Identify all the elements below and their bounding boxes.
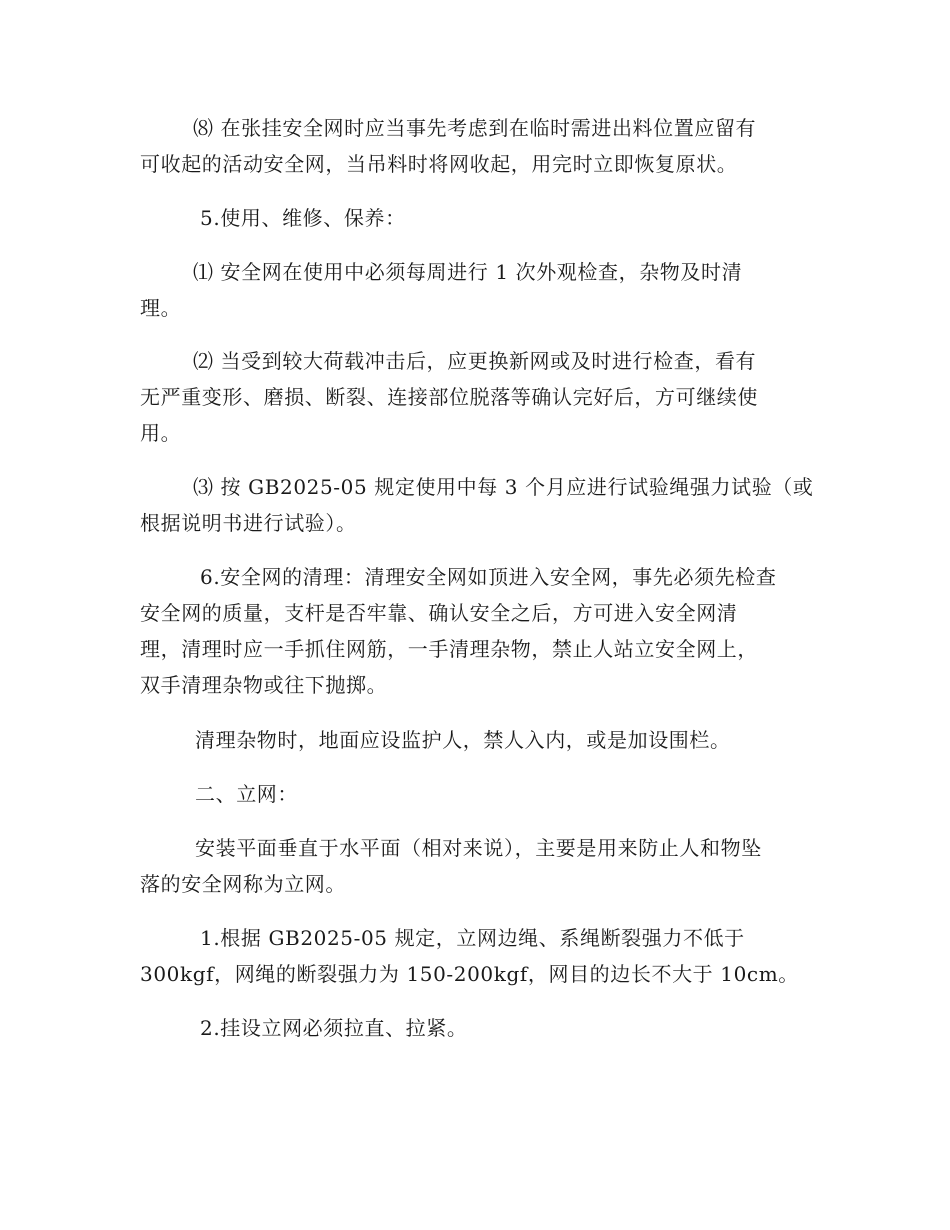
text-line: 双手清理杂物或往下抛掷。 <box>140 673 388 697</box>
text-line: 用。 <box>140 421 182 445</box>
text-line: 理。 <box>140 296 182 320</box>
text-line: 安装平面垂直于水平面（相对来说），主要是用来防止人和物坠 <box>195 836 762 860</box>
text-line: 理，清理时应一手抓住网筋，一手清理杂物，禁止人站立安全网上， <box>140 637 758 661</box>
text-line: ⑴ 安全网在使用中必须每周进行 1 次外观检查，杂物及时清 <box>193 260 743 284</box>
text-line: 落的安全网称为立网。 <box>140 872 346 896</box>
text-line: ⑶ 按 GB2025-05 规定使用中每 3 个月应进行试验绳强力试验（或 <box>193 475 814 499</box>
text-line: 2.挂设立网必须拉直、拉紧。 <box>200 1016 468 1040</box>
section-heading: 二、立网： <box>195 782 298 806</box>
text-line: 清理杂物时，地面应设监护人，禁人入内，或是加设围栏。 <box>195 728 731 752</box>
section-heading: 5.使用、维修、保养： <box>200 206 406 230</box>
text-line: ⑻ 在张挂安全网时应当事先考虑到在临时需进出料位置应留有 <box>193 116 757 140</box>
text-line: 300kgf，网绳的断裂强力为 150-200kgf，网目的边长不大于 10cm。 <box>140 962 799 986</box>
text-line: 根据说明书进行试验）。 <box>140 511 357 535</box>
text-line: 1.根据 GB2025-05 规定，立网边绳、系绳断裂强力不低于 <box>200 926 745 950</box>
text-line: 安全网的质量，支杆是否牢靠、确认安全之后，方可进入安全网清 <box>140 601 738 625</box>
text-line: ⑵ 当受到较大荷载冲击后，应更换新网或及时进行检查，看有 <box>193 349 757 373</box>
text-line: 可收起的活动安全网，当吊料时将网收起，用完时立即恢复原状。 <box>140 152 738 176</box>
section-heading: 6.安全网的清理：清理安全网如顶进入安全网，事先必须先检查 <box>200 565 777 589</box>
text-line: 无严重变形、磨损、断裂、连接部位脱落等确认完好后，方可继续使 <box>140 385 758 409</box>
